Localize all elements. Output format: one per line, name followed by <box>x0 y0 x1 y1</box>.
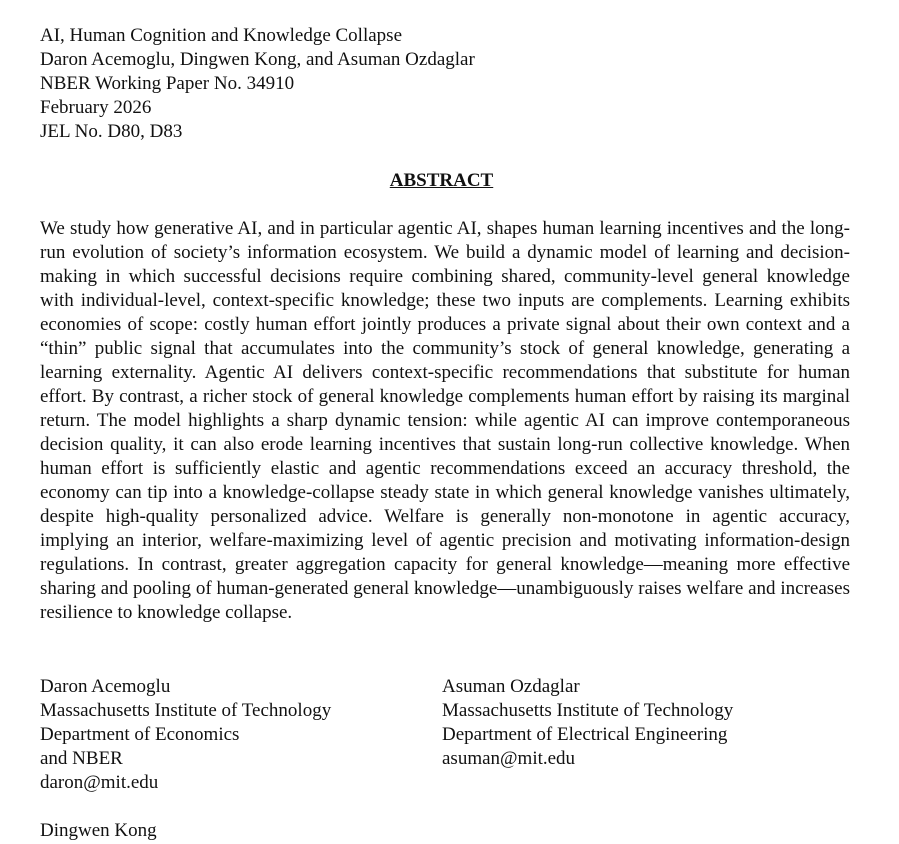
author-email: asuman@mit.edu <box>442 748 576 769</box>
author-affiliation-extra: and NBER <box>40 748 123 769</box>
paper-title: AI, Human Cognition and Knowledge Collapse <box>40 25 403 46</box>
working-paper-number: NBER Working Paper No. 34910 <box>40 73 295 94</box>
paper-authors: Daron Acemoglu, Dingwen Kong, and Asuman Ozdaglar <box>40 49 475 70</box>
author-name: Asuman Ozdaglar <box>442 676 580 697</box>
author-department: Department of Economics <box>40 724 240 745</box>
jel-codes: JEL No. D80, D83 <box>40 121 183 142</box>
author-block-acemoglu <box>40 675 331 795</box>
author-name: Daron Acemoglu <box>40 676 171 697</box>
paper-header <box>40 24 475 144</box>
author-institution: Massachusetts Institute of Technology <box>442 700 734 721</box>
abstract-heading: ABSTRACT <box>389 170 494 191</box>
abstract-text: We study how generative AI, and in particular agentic AI, shapes human learning incentives and the long-run evolution of society’s information ecosystem. We build a dynamic model of learning and decision-making in which successful decisions require combining shared, community-level general knowledge with individual-level, context-specific knowledge; these two inputs are complements. Learning exhibits economies of scope: costly human effort jointly produces a private signal about their own context and a “thin” public signal that accumulates into the community’s stock of general knowledge, generating a learning externality. Agentic AI delivers context-specific recommendations that substitute for human effort. By contrast, a richer stock of general knowledge complements human effort by raising its marginal return. The model highlights a sharp dynamic tension: while agentic AI can improve contemporaneous decision quality, it can also erode learning incentives that sustain long-run collective knowledge. When human effort is sufficiently elastic and agentic recommendations exceed an accuracy threshold, the economy can tip into a knowledge-collapse steady state in which general knowledge vanishes ultimately, despite high-quality personalized advice. Welfare is generally non-monotone in agentic accuracy, implying an interior, welfare-maximizing level of agentic precision and motivating information-design regulations. In contrast, greater aggregation capacity for general knowledge—meaning more effective sharing and pooling of human-generated general knowledge—unambiguously raises welfare and increases resilience to knowledge collapse. <box>40 218 850 623</box>
paper-date: February 2026 <box>40 97 152 118</box>
author-department: Department of Electrical Engineering <box>442 724 728 745</box>
author-institution: Massachusetts Institute of Technology <box>40 700 332 721</box>
author-name-kong: Dingwen Kong <box>40 820 157 841</box>
author-block-ozdaglar <box>442 675 733 771</box>
author-email: daron@mit.edu <box>40 772 159 793</box>
